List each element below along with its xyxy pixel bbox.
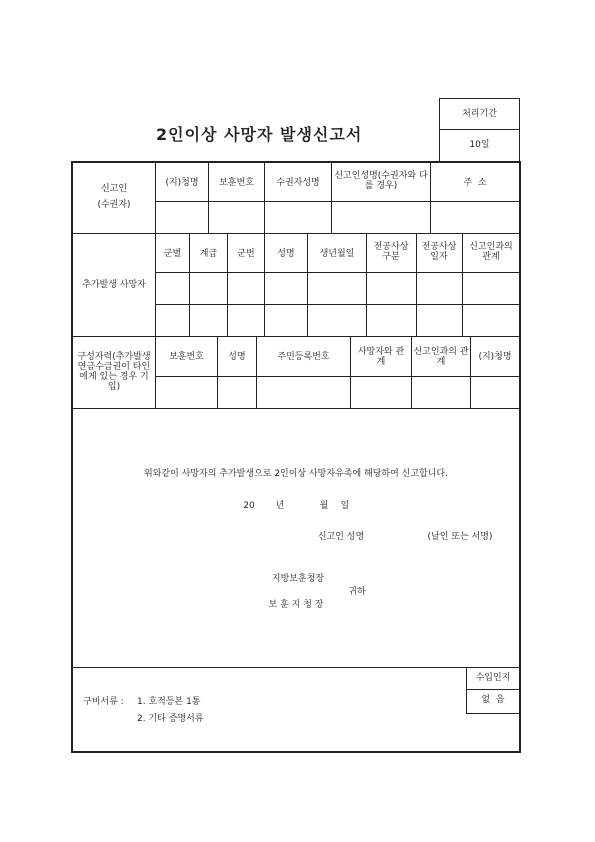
form-title: 2인이상 사망자 발생신고서 bbox=[156, 125, 363, 144]
recipient-regional: 지방보훈청장 bbox=[271, 574, 325, 584]
deceased-label: 추가발생 사망자 bbox=[82, 280, 146, 290]
reporter-header-reporter-name: 신고인성명(수권자와 다를 경우) bbox=[334, 171, 428, 191]
deceased-header-casualty-date: 전공사상 일자 bbox=[421, 242, 457, 262]
attachments-label: 구비서류 : bbox=[83, 697, 124, 707]
deceased-header-relation: 신고인과의 관계 bbox=[469, 242, 513, 262]
members-header-office: (지)청명 bbox=[478, 352, 512, 362]
processing-period-label: 처리기간 bbox=[462, 109, 497, 119]
deceased-header-service-no: 군번 bbox=[237, 249, 255, 259]
stamp-value: 없 음 bbox=[481, 695, 505, 705]
deceased-header-rank: 계급 bbox=[199, 249, 218, 259]
members-label: 구성자력(추가발생연금수급권이 타인에게 있는 경우 기입) bbox=[77, 352, 151, 392]
reporter-header-veteran-no: 보훈번호 bbox=[219, 178, 254, 188]
signer-label: 신고인 성명 bbox=[317, 532, 365, 542]
date-day-unit: 일 bbox=[340, 501, 350, 511]
members-header-relation-deceased: 사망자와 관계 bbox=[357, 347, 405, 367]
reporter-header-address: 주 소 bbox=[463, 178, 487, 188]
members-header-veteran-no: 보훈번호 bbox=[169, 352, 204, 362]
declaration-statement: 위와같이 사망자의 추가발생으로 2인이상 사망자유족에 해당하여 신고합니다. bbox=[144, 469, 448, 479]
date-year-unit: 년 bbox=[275, 501, 285, 511]
attachment-item-2: 2. 기타 증명서류 bbox=[137, 714, 204, 724]
recipient-branch: 보 훈 지 청 장 bbox=[268, 600, 324, 610]
reporter-header-office: (지)청명 bbox=[165, 178, 199, 188]
deceased-header-casualty-type: 전공사상 구분 bbox=[373, 242, 409, 262]
members-header-relation-reporter: 신고인과의 관계 bbox=[413, 347, 469, 367]
reporter-sublabel: (수권자) bbox=[97, 200, 131, 210]
recipient-suffix: 귀하 bbox=[348, 587, 366, 597]
signer-note: (날인 또는 서명) bbox=[427, 532, 493, 542]
stamp-label: 수입인지 bbox=[475, 673, 511, 683]
deceased-header-name: 성명 bbox=[277, 249, 295, 259]
members-header-resident-no: 주민등록번호 bbox=[277, 352, 330, 362]
reporter-label: 신고인 bbox=[100, 184, 128, 194]
deceased-header-birthdate: 생년월일 bbox=[319, 249, 355, 259]
reporter-header-beneficiary: 수권자성명 bbox=[276, 178, 320, 188]
processing-period-value: 10일 bbox=[469, 140, 490, 150]
members-header-name: 성명 bbox=[228, 352, 246, 362]
attachment-item-1: 1. 호적등본 1통 bbox=[137, 697, 201, 707]
deceased-header-branch: 군별 bbox=[163, 249, 182, 259]
date-year: 20 bbox=[243, 501, 255, 511]
date-month-unit: 월 bbox=[319, 501, 329, 511]
